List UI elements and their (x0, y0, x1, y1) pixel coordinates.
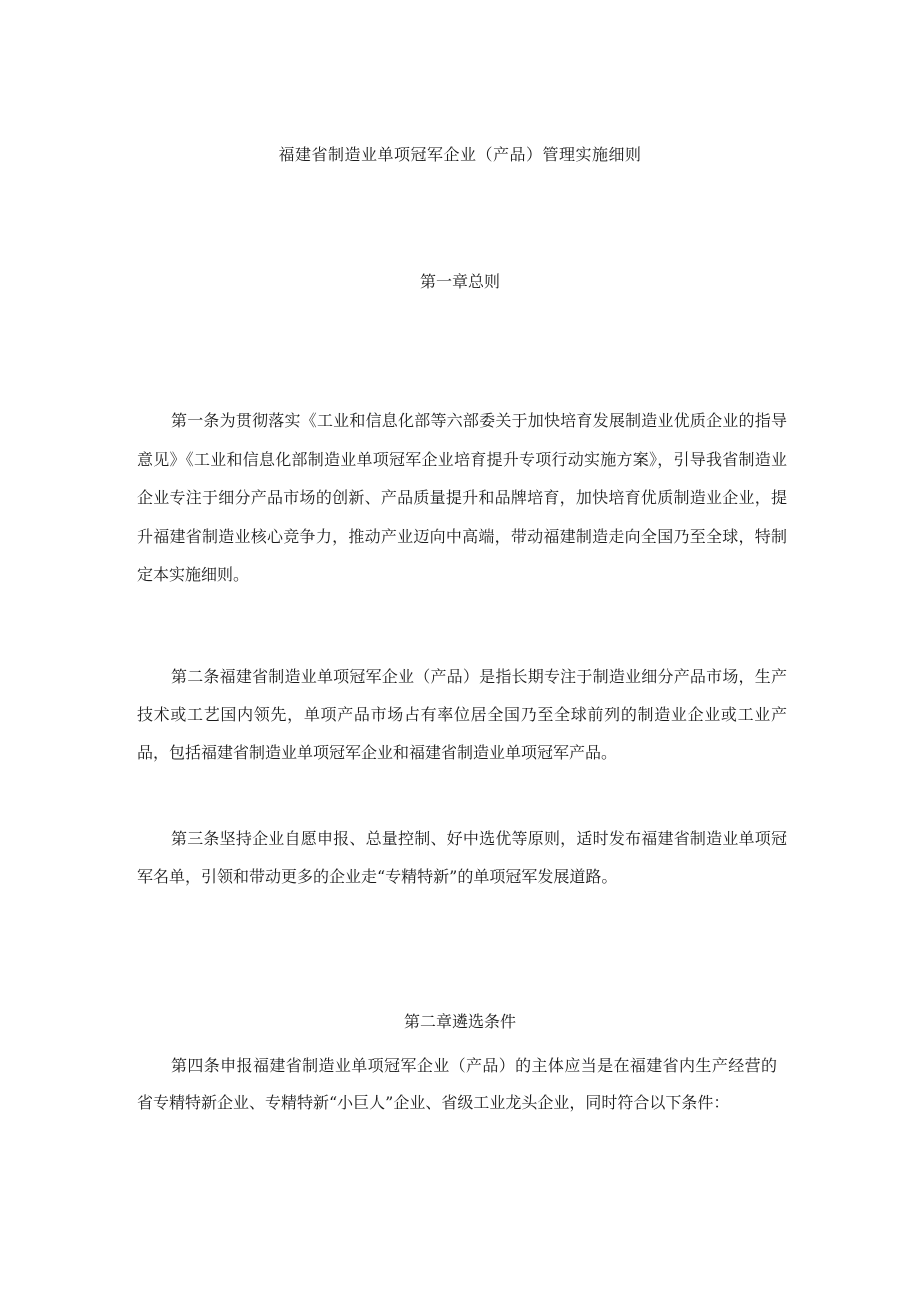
article-3-paragraph: 第三条坚持企业自愿申报、总量控制、好中选优等原则，适时发布福建省制造业单项冠军名单，引领和带动更多的企业走“专精特新”的单项冠军发展道路。 (137, 829, 787, 886)
article-4-paragraph: 第四条申报福建省制造业单项冠军企业（产品）的主体应当是在福建省内生产经营的省专精特新企业、专精特新“小巨人”企业、省级工业龙头企业，同时符合以下条件： (137, 1056, 777, 1112)
chapter-1-heading: 第一章总则 (419, 272, 500, 291)
article-1-paragraph: 第一条为贯彻落实《工业和信息化部等六部委关于加快培育发展制造业优质企业的指导意见》《工业和信息化部制造业单项冠军企业培育提升专项行动实施方案》，引导我省制造业企业专注于细分产品市场的创新、产品质量提升和品牌培育，加快培育优质制造业企业，提升福建省制造业核心竞争力，推动产业迈向中高端，带动福建制造走向全国乃至全球，特制定本实施细则。 (137, 411, 787, 584)
document-title: 福建省制造业单项冠军企业（产品）管理实施细则 (278, 145, 642, 164)
article-2-paragraph: 第二条福建省制造业单项冠军企业（产品）是指长期专注于制造业细分产品市场，生产技术或工艺国内领先，单项产品市场占有率位居全国乃至全球前列的制造业企业或工业产品，包括福建省制造业单项冠军企业和福建省制造业单项冠军产品。 (137, 667, 787, 762)
chapter-2-heading: 第二章遴选条件 (403, 1012, 516, 1031)
